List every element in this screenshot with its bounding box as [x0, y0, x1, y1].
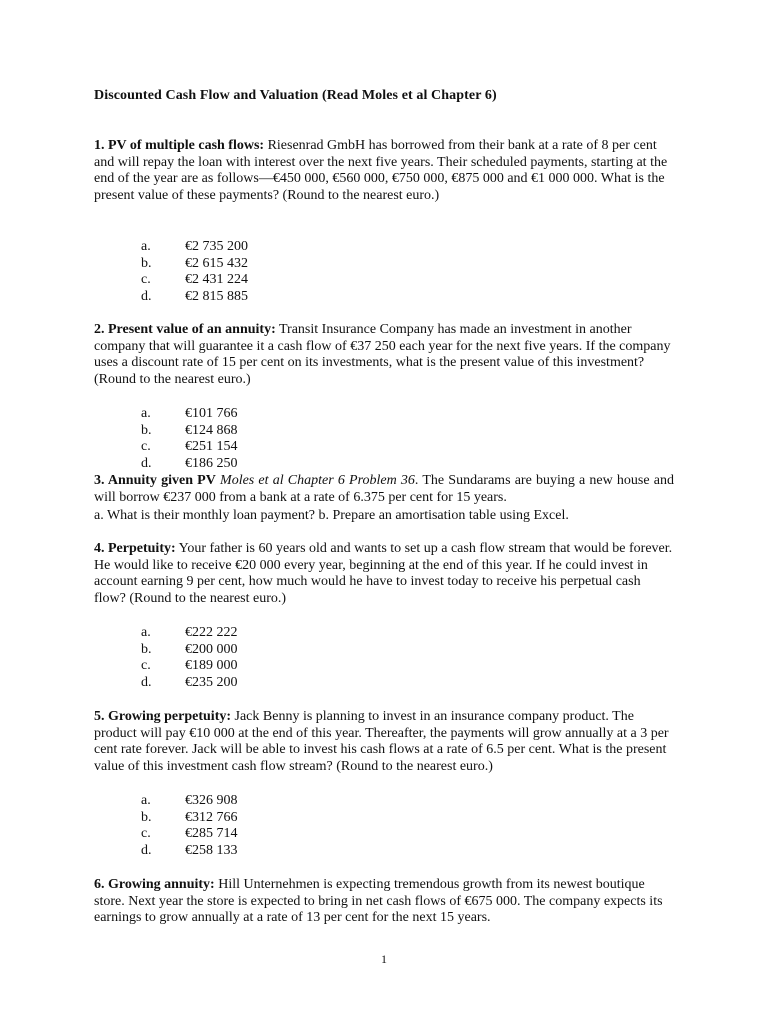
question-5-body: Jack Benny is planning to invest in an insurance company product. The product will pay €10 000 at the end of this year. Thereafter, the payments will grow annually at a 3 per cent rate forever. Jack will be able to invest his cash flows at a rate of 6.5 per cent. What is the present value of this investment cash flow stream? (Round to the nearest euro.): [94, 709, 669, 774]
question-6-body: Hill Unternehmen is expecting tremendous growth from its newest boutique store. Next year the store is expected to bring in net cash flows of €675 000. The company expects its earnings to grow annually at a rate of 13 per cent for the next 15 years.: [94, 877, 663, 926]
question-4-body: Your father is 60 years old and wants to set up a cash flow stream that would be forever. He would like to receive €20 000 every year, beginning at the end of this year. If he could invest in account earning 9 per cent, how much would he have to invest today to receive his perpetual cash flow? (Round to the nearest euro.): [94, 541, 673, 606]
option-row: d. €2 815 885: [141, 288, 248, 304]
option-value: €124 868: [185, 422, 238, 438]
option-row: c. €2 431 224: [141, 272, 248, 288]
question-3-tasks: a. What is their monthly loan payment? b. Prepare an amortisation table using Excel.: [94, 508, 569, 523]
question-2-heading: 2. Present value of an annuity:: [94, 322, 276, 337]
page-number: 1: [381, 952, 387, 966]
question-5: [94, 709, 674, 775]
option-row: d. €186 250: [141, 455, 238, 471]
option-value: €101 766: [185, 406, 238, 421]
question-3: [94, 473, 674, 506]
question-3-heading: 3. Annuity given PV: [94, 473, 216, 488]
option-value: €326 908: [185, 793, 238, 808]
question-1-options: [141, 239, 248, 305]
question-2-options: [141, 406, 238, 472]
option-row: b. €2 615 432: [141, 255, 248, 271]
question-2: [94, 322, 674, 388]
question-5-options: [141, 793, 238, 859]
question-4: [94, 541, 674, 607]
option-row: a. €222 222: [141, 625, 238, 640]
question-2-body: Transit Insurance Company has made an investment in another company that will guarantee it a cash flow of €37 250 each year for the next five years. If the company uses a discount rate of 15 per cent on its investments, what is the present value of this investment? (Round to the nearest euro.): [94, 322, 671, 387]
question-4-heading: 4. Perpetuity:: [94, 541, 176, 556]
option-value: €2 815 885: [185, 288, 248, 304]
option-value: €285 714: [185, 826, 238, 842]
question-6-heading: 6. Growing annuity:: [94, 877, 215, 892]
option-value: €258 133: [185, 842, 238, 858]
option-row: b. €200 000: [141, 641, 238, 657]
option-row: c. €251 154: [141, 439, 238, 455]
question-1: [94, 138, 674, 204]
option-value: €235 200: [185, 674, 238, 690]
option-row: a. €326 908: [141, 793, 238, 808]
option-value: €2 431 224: [185, 272, 248, 288]
option-value: €312 766: [185, 809, 238, 825]
option-row: d. €258 133: [141, 842, 238, 858]
option-row: a. €101 766: [141, 406, 238, 421]
question-1-heading: 1. PV of multiple cash flows:: [94, 138, 265, 153]
option-row: a. €2 735 200: [141, 239, 248, 254]
option-value: €2 735 200: [185, 239, 248, 254]
option-value: €251 154: [185, 439, 238, 455]
question-3-body: . The Sundarams are buying a new house and will borrow €237 000 from a bank at a rate of 6.375 per cent for 15 years.: [94, 473, 674, 505]
option-row: d. €235 200: [141, 674, 238, 690]
question-5-heading: 5. Growing perpetuity:: [94, 709, 232, 724]
option-value: €189 000: [185, 658, 238, 674]
option-value: €222 222: [185, 625, 238, 640]
option-row: c. €285 714: [141, 826, 238, 842]
question-3-reference: Moles et al Chapter 6 Problem 36: [215, 473, 415, 488]
option-value: €186 250: [185, 455, 238, 471]
question-6: [94, 877, 674, 927]
option-value: €2 615 432: [185, 255, 248, 271]
option-row: b. €312 766: [141, 809, 238, 825]
option-value: €200 000: [185, 641, 238, 657]
question-4-options: [141, 625, 238, 691]
document-title: Discounted Cash Flow and Valuation (Read Moles et al Chapter 6): [94, 88, 497, 103]
option-row: b. €124 868: [141, 422, 238, 438]
question-1-body: Riesenrad GmbH has borrowed from their bank at a rate of 8 per cent and will repay the loan with interest over the next five years. Their scheduled payments, starting at the end of the year are as follows—€450 000, €560 000, €750 000, €875 000 and €1 000 000. What is the present value of these payments? (Round to the nearest euro.): [94, 138, 668, 203]
option-row: c. €189 000: [141, 658, 238, 674]
